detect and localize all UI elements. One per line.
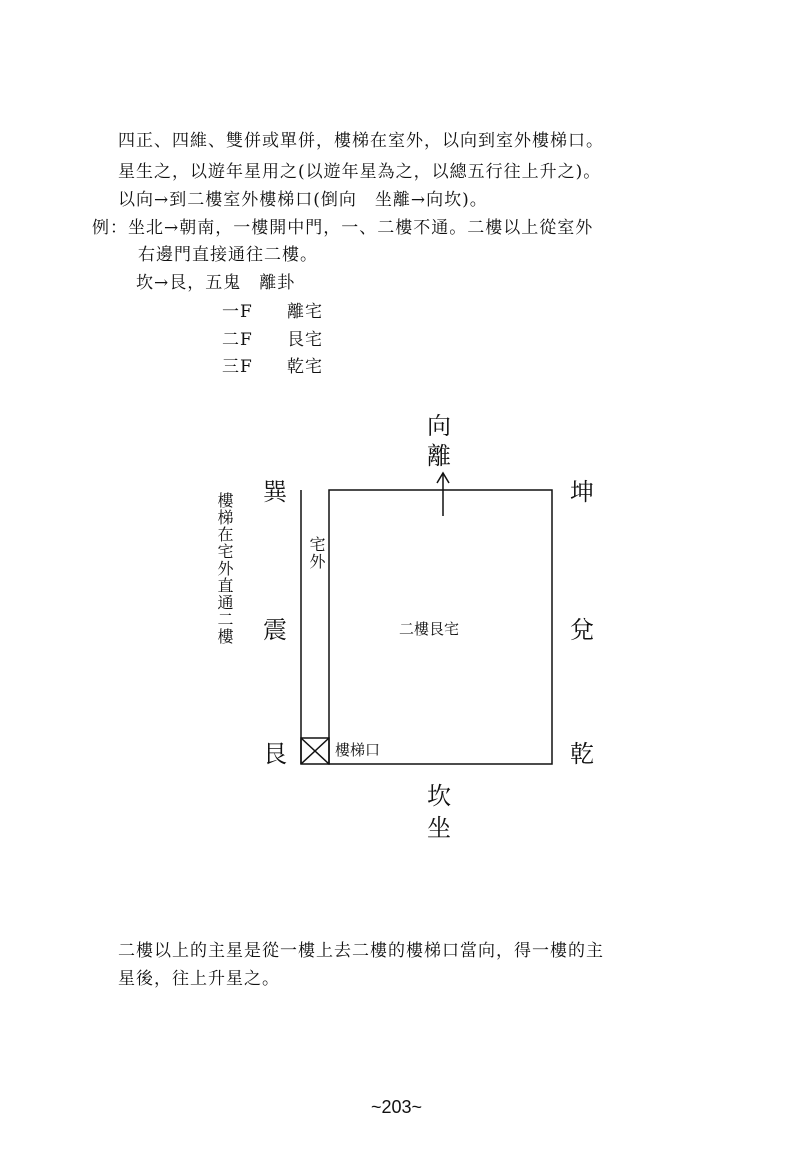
label-zuo: 坐 (427, 814, 451, 842)
house-center-label: 二樓艮宅 (399, 620, 460, 638)
page-number: ~203~ (371, 1097, 423, 1117)
stair-mouth-label: 樓梯口 (335, 741, 381, 759)
floor-3-label: 三F (222, 357, 253, 377)
side-note: 樓梯在宅外直通二樓 (215, 492, 234, 645)
label-kun: 坤 (570, 478, 594, 506)
example-line-2: 右邊門直接通往二樓。 (138, 245, 318, 265)
paragraph-line-3: 以向→到二樓室外樓梯口(倒向 坐離→向坎)。 (118, 190, 488, 210)
label-xiang: 向 (427, 412, 451, 440)
outside-label: 宅外 (307, 536, 326, 570)
conclusion-line-2: 星後，往上升星之。 (118, 969, 280, 989)
floor-1-house: 離宅 (287, 302, 323, 322)
example-line-1: 例：坐北→朝南，一樓開中門，一、二樓不通。二樓以上從室外 (92, 218, 594, 238)
label-zhen: 震 (263, 616, 287, 644)
floor-2-house: 艮宅 (287, 330, 323, 350)
floor-3-house: 乾宅 (287, 357, 323, 377)
conclusion-line-1: 二樓以上的主星是從一樓上去二樓的樓梯口當向，得一樓的主 (118, 941, 604, 961)
label-qian: 乾 (570, 740, 594, 768)
example-line-3: 坎→艮，五鬼 離卦 (136, 273, 296, 293)
label-kan: 坎 (427, 782, 451, 810)
paragraph-line-1: 四正、四維、雙併或單併，樓梯在室外，以向到室外樓梯口。 (118, 131, 604, 151)
label-li: 離 (427, 442, 451, 470)
label-dui: 兌 (570, 616, 594, 644)
floor-1-label: 一F (222, 302, 253, 322)
floor-2-label: 二F (222, 330, 253, 350)
paragraph-line-2: 星生之，以遊年星用之(以遊年星為之，以總五行往上升之)。 (118, 162, 602, 182)
label-xun: 巽 (263, 478, 287, 506)
label-gen: 艮 (263, 740, 287, 768)
